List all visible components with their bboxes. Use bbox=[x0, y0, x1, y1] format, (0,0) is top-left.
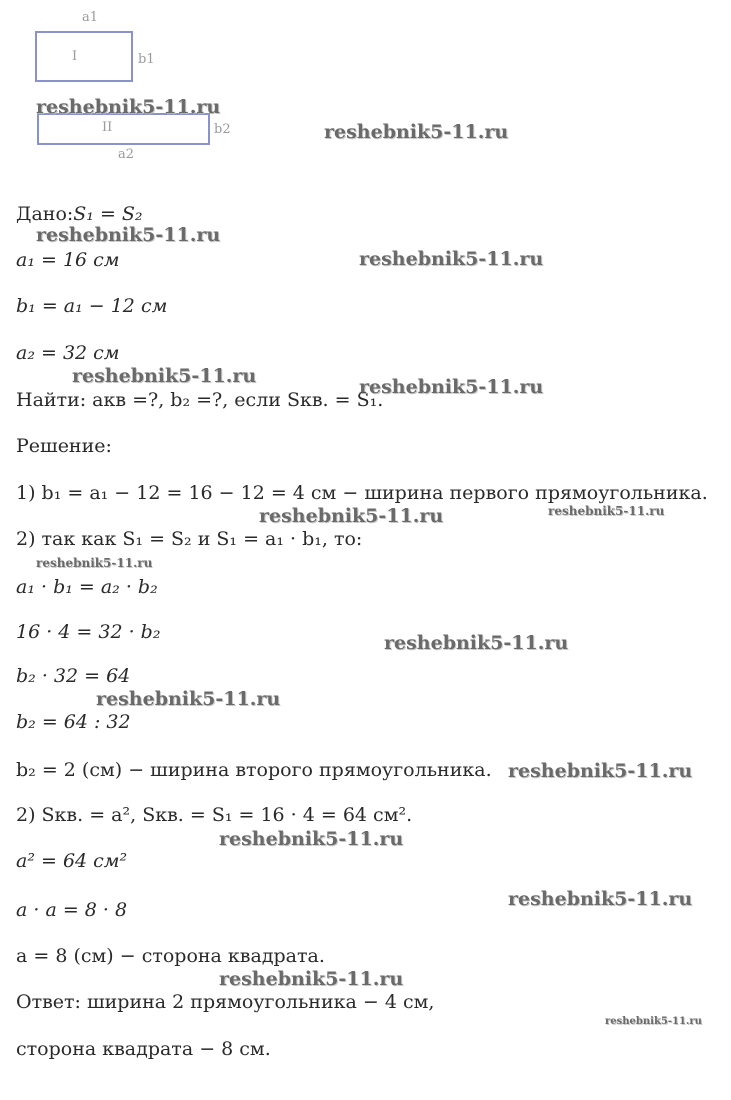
watermark: reshebnik5-11.ru bbox=[36, 96, 221, 118]
watermark: reshebnik5-11.ru bbox=[36, 556, 153, 570]
find-line: Найти: aкв =?, b₂ =?, если Sкв. = S₁. bbox=[16, 389, 384, 411]
watermark: reshebnik5-11.ru bbox=[96, 688, 281, 710]
rect2-center-label: II bbox=[102, 120, 113, 135]
rect2-side-label: b2 bbox=[214, 122, 231, 137]
step-3: a₁ · b₁ = a₂ · b₂ bbox=[16, 576, 158, 598]
solution-title: Решение: bbox=[16, 435, 112, 457]
given-a1: a₁ = 16 см bbox=[16, 249, 120, 271]
watermark: reshebnik5-11.ru bbox=[259, 505, 444, 527]
watermark: reshebnik5-11.ru bbox=[359, 248, 544, 270]
rectangle-1 bbox=[35, 31, 133, 82]
watermark: reshebnik5-11.ru bbox=[72, 365, 257, 387]
step-11: a = 8 (см) − сторона квадрата. bbox=[16, 945, 325, 967]
watermark: reshebnik5-11.ru bbox=[359, 376, 544, 398]
watermark: reshebnik5-11.ru bbox=[324, 121, 509, 143]
rect1-side-label: b1 bbox=[138, 52, 155, 67]
step-6: b₂ = 64 : 32 bbox=[16, 711, 131, 733]
step-4: 16 · 4 = 32 · b₂ bbox=[16, 621, 161, 643]
step-5: b₂ · 32 = 64 bbox=[16, 665, 131, 687]
given-b1: b₁ = a₁ − 12 см bbox=[16, 295, 168, 317]
given-area-equality: S₁ = S₂ bbox=[73, 203, 143, 225]
watermark: reshebnik5-11.ru bbox=[36, 224, 221, 246]
watermark: reshebnik5-11.ru bbox=[605, 1016, 702, 1027]
given-a2: a₂ = 32 см bbox=[16, 342, 120, 364]
answer-line-1: Ответ: ширина 2 прямоугольника − 4 см, bbox=[16, 991, 435, 1013]
watermark: reshebnik5-11.ru bbox=[508, 888, 693, 910]
rect1-center-label: I bbox=[72, 49, 78, 64]
watermark: reshebnik5-11.ru bbox=[548, 504, 665, 518]
step-9: a² = 64 см² bbox=[16, 850, 128, 872]
step-1: 1) b₁ = a₁ − 12 = 16 − 12 = 4 см − ширина первого прямоугольника. bbox=[16, 482, 708, 504]
watermark: reshebnik5-11.ru bbox=[219, 968, 404, 990]
given-line bbox=[16, 202, 143, 226]
rect2-bottom-label: a2 bbox=[118, 147, 135, 162]
step-8: 2) Sкв. = a², Sкв. = S₁ = 16 · 4 = 64 см². bbox=[16, 804, 413, 826]
step-7: b₂ = 2 (см) − ширина второго прямоугольника. bbox=[16, 759, 492, 781]
answer-line-2: сторона квадрата − 8 см. bbox=[16, 1038, 271, 1060]
watermark: reshebnik5-11.ru bbox=[219, 828, 404, 850]
given-title: Дано: bbox=[16, 203, 74, 225]
watermark: reshebnik5-11.ru bbox=[384, 632, 569, 654]
watermark: reshebnik5-11.ru bbox=[508, 760, 693, 782]
rect1-top-label: a1 bbox=[82, 10, 99, 25]
step-2: 2) так как S₁ = S₂ и S₁ = a₁ · b₁, то: bbox=[16, 528, 363, 550]
step-10: a · a = 8 · 8 bbox=[16, 899, 128, 921]
